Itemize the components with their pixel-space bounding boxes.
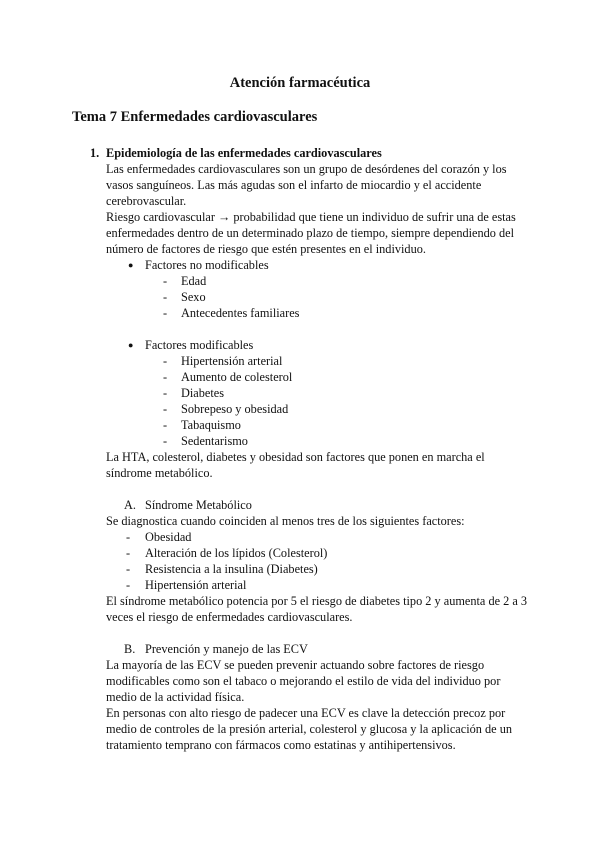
bullet-label: Factores no modificables xyxy=(145,258,269,272)
dash-icon: - xyxy=(126,530,131,544)
list-item-text: Obesidad xyxy=(145,530,192,544)
list-item-text: Tabaquismo xyxy=(181,418,241,432)
section-heading xyxy=(90,145,536,161)
list-item xyxy=(106,353,536,369)
subsection-title: Prevención y manejo de las ECV xyxy=(145,642,308,656)
spacer xyxy=(106,625,536,641)
text-line: enfermedades dentro de un determinado plazo de tiempo, siempre dependiendo del xyxy=(106,226,515,240)
bullet-label: Factores modificables xyxy=(145,338,254,352)
list-item-text: Hipertensión arterial xyxy=(181,354,283,368)
text-line: número de factores de riesgo que estén presentes en el individuo. xyxy=(106,242,426,256)
dash-icon: - xyxy=(163,354,168,368)
list-item xyxy=(106,561,536,577)
text-line: síndrome metabólico. xyxy=(106,466,213,480)
spacer xyxy=(106,321,536,337)
list-item-text: Sexo xyxy=(181,290,206,304)
list-item-text: Antecedentes familiares xyxy=(181,306,300,320)
list-item-text: Sobrepeso y obesidad xyxy=(181,402,289,416)
dash-icon: - xyxy=(163,274,168,288)
bullet-item xyxy=(106,257,536,273)
subsection-heading xyxy=(106,497,536,513)
text-line: Riesgo cardiovascular → probabilidad que tiene un individuo de sufrir una de estas xyxy=(106,210,516,224)
list-item xyxy=(106,289,536,305)
text-line: medio de controles de la presión arterial, colesterol y glucosa y la aplicación de un xyxy=(106,722,512,736)
text-line: tratamiento temprano con fármacos como estatinas y antihipertensivos. xyxy=(106,738,456,752)
dash-icon: - xyxy=(163,434,168,448)
text-line: cerebrovascular. xyxy=(106,194,187,208)
paragraph-metabolic xyxy=(106,593,536,625)
text-line: modificables como son el tabaco o mejorando el estilo de vida del individuo por xyxy=(106,674,501,688)
list-item-text: Sedentarismo xyxy=(181,434,248,448)
subsection-title: Síndrome Metabólico xyxy=(145,498,252,512)
list-item-text: Hipertensión arterial xyxy=(145,578,247,592)
list-item xyxy=(106,401,536,417)
list-item xyxy=(106,577,536,593)
list-item xyxy=(106,273,536,289)
text-line: medio de la actividad física. xyxy=(106,690,245,704)
dash-icon: - xyxy=(163,290,168,304)
dash-icon: - xyxy=(163,370,168,384)
dash-icon: - xyxy=(126,546,131,560)
subsection-letter: A. xyxy=(124,498,136,512)
list-item-text: Edad xyxy=(181,274,207,288)
list-item-text: Aumento de colesterol xyxy=(181,370,293,384)
text-line: El síndrome metabólico potencia por 5 el riesgo de diabetes tipo 2 y aumenta de 2 a 3 xyxy=(106,594,528,608)
text-line: Las enfermedades cardiovasculares son un grupo de desórdenes del corazón y los xyxy=(106,162,507,176)
text-line: vasos sanguíneos. Las más agudas son el infarto de miocardio y el accidente xyxy=(106,178,482,192)
text-line: La HTA, colesterol, diabetes y obesidad son factores que ponen en marcha el xyxy=(106,450,485,464)
paragraph-risk xyxy=(106,209,536,257)
document-body xyxy=(90,145,536,753)
document-title: Atención farmacéutica xyxy=(229,75,371,91)
dash-icon: - xyxy=(126,578,131,592)
paragraph-detection xyxy=(106,705,536,753)
list-item-text: Diabetes xyxy=(181,386,225,400)
dash-icon: - xyxy=(163,386,168,400)
bullet-icon: ● xyxy=(128,340,134,350)
list-item xyxy=(106,529,536,545)
bullet-item xyxy=(106,337,536,353)
section-number: 1. xyxy=(90,146,100,160)
dash-icon: - xyxy=(163,402,168,416)
topic-heading: Tema 7 Enfermedades cardiovasculares xyxy=(72,109,318,125)
list-item xyxy=(106,433,536,449)
list-item xyxy=(106,305,536,321)
list-item xyxy=(106,545,536,561)
paragraph-hta xyxy=(106,449,536,481)
subsection-heading xyxy=(106,641,536,657)
bullet-icon: ● xyxy=(128,260,134,270)
subsection-letter: B. xyxy=(124,642,136,656)
text-line: veces el riesgo de enfermedades cardiovasculares. xyxy=(106,610,353,624)
list-item xyxy=(106,385,536,401)
text-line: Se diagnostica cuando coinciden al menos tres de los siguientes factores: xyxy=(106,514,465,528)
list-item-text: Alteración de los lípidos (Colesterol) xyxy=(145,546,328,560)
paragraph-definition xyxy=(106,161,536,209)
text-line: La mayoría de las ECV se pueden prevenir actuando sobre factores de riesgo xyxy=(106,658,485,672)
paragraph-prevention xyxy=(106,657,536,705)
section-title: Epidemiología de las enfermedades cardiovasculares xyxy=(106,146,382,160)
list-item xyxy=(106,417,536,433)
spacer xyxy=(106,481,536,497)
dash-icon: - xyxy=(126,562,131,576)
list-item xyxy=(106,369,536,385)
text-line: En personas con alto riesgo de padecer una ECV es clave la detección precoz por xyxy=(106,706,506,720)
dash-icon: - xyxy=(163,418,168,432)
list-item-text: Resistencia a la insulina (Diabetes) xyxy=(145,562,318,576)
dash-icon: - xyxy=(163,306,168,320)
